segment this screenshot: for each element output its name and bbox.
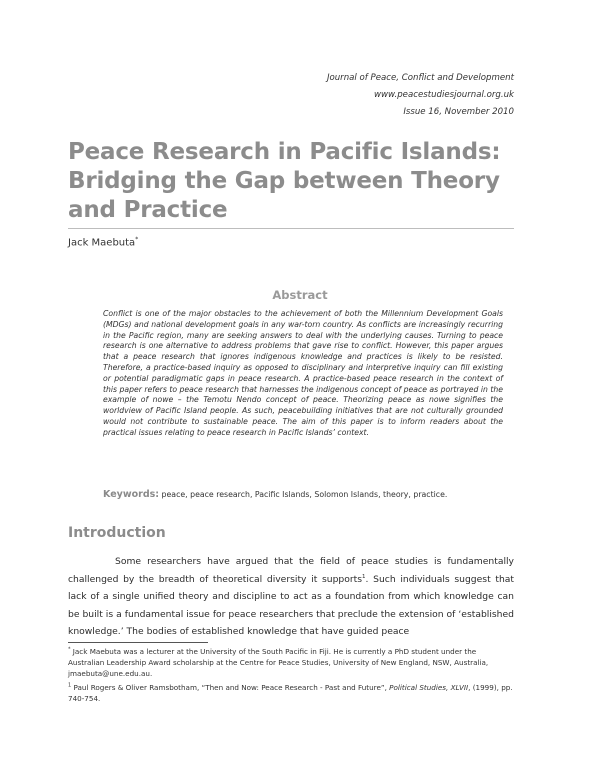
journal-website: www.peacestudiesjournal.org.uk (373, 90, 514, 100)
footnote-1-text-a: Paul Rogers & Oliver Ramsbotham, “Then and Now: Peace Research - Past and Future”, (71, 683, 390, 693)
title-line-1: Peace Research in Pacific Islands: (68, 139, 501, 165)
introduction-paragraph (68, 553, 514, 641)
footnote-1-mark: 1 (68, 683, 72, 689)
footnote-1-journal: Political Studies, XLVII (389, 683, 469, 693)
footnote-author-text: Jack Maebuta was a lecturer at the University of the South Pacific in Fiji. He is currently a PhD student under the Australian Leadership Award scholarship at the Centre for Peace Studies, University of New England, NSW, Australia, jmaebuta@une.edu.au. (68, 647, 489, 678)
intro-text-part-1: Some researchers have argued that the field of peace studies is fundamentally challenged by the breadth of theoretical diversity it supports (68, 556, 514, 585)
intro-text-part-2: . Such individuals suggest that lack of a single unified theory and discipline to act as a foundation from which knowledge can be built is a fundamental issue for peace researchers that preclude the extension of ‘established knowledge.’ The bodies of established knowledge that have guided peace (68, 573, 515, 638)
footnote-divider (68, 642, 208, 643)
author-name: Jack Maebuta (68, 237, 136, 249)
journal-name: Journal of Peace, Conflict and Development (326, 73, 514, 83)
introduction-heading: Introduction (68, 525, 166, 541)
abstract-text: Conflict is one of the major obstacles to the achievement of both the Millennium Development Goals (MDGs) and national development goals in any war-torn country. As conflicts are increasingly recurring in the Pacific region, many are seeking answers to deal with the underlying causes. Turning to peace research is one alternative to address problems that gave rise to conflict. However, this paper argues that a peace research that ignores indigenous knowledge and practices is likely to be resisted. Therefore, a practice-based inquiry as opposed to disciplinary and interpretive inquiry can fill existing or potential paradigmatic gaps in peace research. A practice-based peace research in the context of this paper refers to peace research that harnesses the indigenous concept of peace as portrayed in the example of nowe – the Temotu Nendo concept of peace. Theorizing peace as nowe signifies the worldview of Pacific Island people. As such, peacebuilding initiatives that are not culturally grounded would not contribute to sustainable peace. The aim of this paper is to inform readers about the practical issues relating to peace research in Pacific Islands’ context. (103, 309, 503, 437)
keywords-line (103, 489, 523, 500)
title-line-3: and Practice (68, 197, 228, 223)
journal-issue: Issue 16, November 2010 (403, 107, 514, 117)
keywords-label: Keywords: (103, 489, 160, 500)
journal-header (327, 70, 514, 121)
footnote-author-mark: * (68, 646, 71, 653)
author-line (68, 236, 138, 248)
footnote-1-text-b: , (1999), pp. 740-754. (68, 683, 513, 704)
introduction-body (68, 553, 514, 641)
title-line-2: Bridging the Gap between Theory (68, 168, 500, 194)
title-divider (68, 228, 514, 229)
abstract-heading: Abstract (272, 288, 328, 302)
footnotes (68, 647, 514, 709)
paper-title (68, 138, 528, 225)
intro-footnote-ref: 1 (362, 573, 366, 580)
footnote-1 (68, 683, 514, 705)
footnote-author (68, 647, 514, 679)
keywords-text: peace, peace research, Pacific Islands, Solomon Islands, theory, practice. (159, 490, 448, 499)
author-footnote-mark: * (135, 236, 139, 243)
